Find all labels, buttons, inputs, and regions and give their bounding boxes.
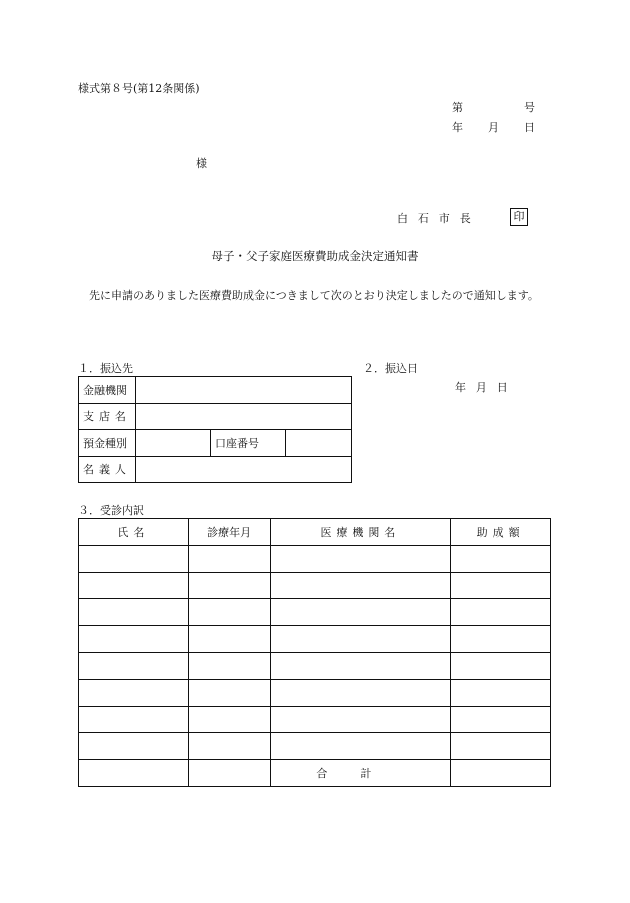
table-row (79, 599, 551, 626)
table-row (79, 733, 551, 760)
table-row (79, 626, 551, 653)
issuer-name: 白石市長 (397, 212, 481, 225)
bank-info-table (78, 376, 352, 483)
deposit-type-field[interactable] (136, 430, 211, 457)
transfer-date-template: 年月日 (455, 381, 518, 394)
bank-name-field[interactable] (136, 377, 352, 404)
column-header-visit-month: 診療年月 (188, 519, 270, 546)
number-suffix: 号 (524, 101, 535, 114)
section-transfer-date: ２．振込日 (363, 362, 418, 375)
issue-day: 日 (524, 121, 535, 134)
document-title: 母子・父子家庭医療費助成金決定通知書 (211, 249, 419, 263)
total-label: 合計 (270, 760, 451, 787)
table-row (79, 652, 551, 679)
visit-breakdown-table (78, 518, 551, 787)
table-row (79, 706, 551, 733)
table-row (79, 679, 551, 706)
branch-label: 支店名 (79, 403, 136, 430)
total-row (79, 760, 551, 787)
table-row (79, 545, 551, 572)
column-header-amount: 助成額 (451, 519, 551, 546)
deposit-type-label: 預金種別 (79, 430, 136, 457)
bank-name-label: 金融機関 (79, 377, 136, 404)
branch-field[interactable] (136, 403, 352, 430)
column-header-institution: 医療機関名 (270, 519, 451, 546)
total-amount-field[interactable] (451, 760, 551, 787)
section-visit-breakdown: ３．受診内訳 (78, 504, 144, 517)
addressee-suffix: 様 (196, 157, 207, 170)
notice-body: 先に申請のありました医療費助成金につきまして次のとおり決定しましたので通知します。 (89, 289, 539, 302)
section-transfer-destination: １．振込先 (78, 362, 133, 375)
number-prefix: 第 (452, 101, 463, 114)
account-holder-field[interactable] (136, 456, 352, 483)
column-header-name: 氏名 (79, 519, 189, 546)
account-number-label: 口座番号 (211, 430, 286, 457)
seal-stamp: 印 (510, 208, 528, 226)
form-number: 様式第８号(第12条関係) (78, 82, 200, 95)
issue-year: 年 (452, 121, 463, 134)
table-row (79, 572, 551, 599)
account-holder-label: 名義人 (79, 456, 136, 483)
issue-month: 月 (488, 121, 499, 134)
account-number-field[interactable] (286, 430, 352, 457)
